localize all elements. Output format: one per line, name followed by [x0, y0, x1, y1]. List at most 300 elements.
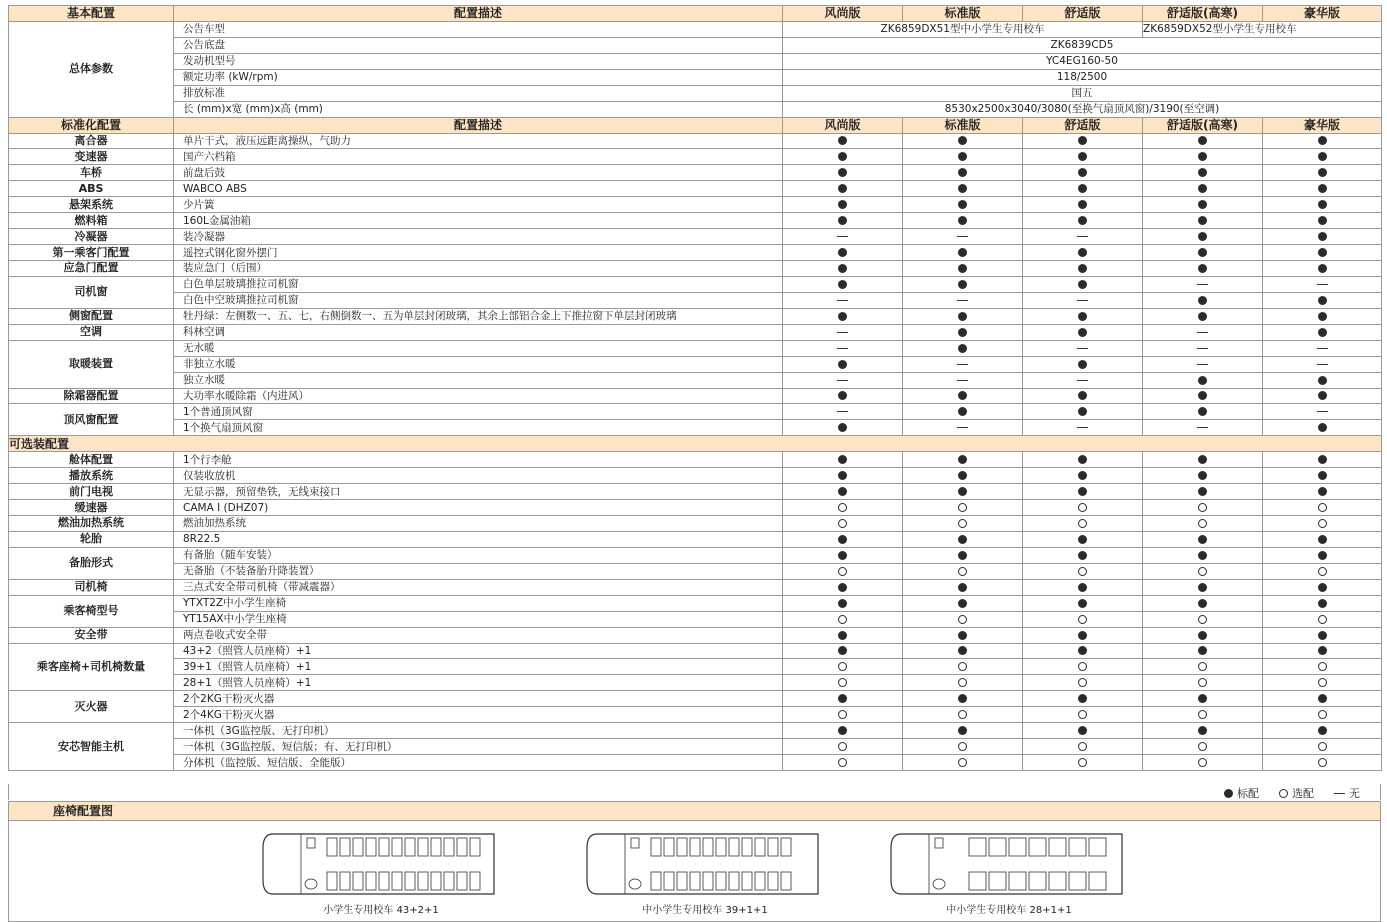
- seat-top: [1069, 838, 1086, 856]
- mark-cell: [1143, 739, 1263, 755]
- value-cell: 8530x2500x3040/3080(至换气扇顶风窗)/3190(至空调): [783, 101, 1382, 117]
- optional-ring-icon: [1198, 519, 1207, 528]
- standard-dot-icon: [958, 344, 967, 353]
- mark-cell: [903, 675, 1023, 691]
- seat-top: [989, 838, 1006, 856]
- standard-dot-icon: [1198, 726, 1207, 735]
- mark-cell: [1263, 149, 1382, 165]
- mark-cell: [1143, 468, 1263, 484]
- optional-ring-icon: [1318, 503, 1327, 512]
- seat-top: [651, 838, 661, 856]
- none-dash-icon: [837, 380, 848, 381]
- mark-cell: [783, 452, 903, 468]
- mark-cell: [903, 292, 1023, 308]
- table-row: [9, 500, 1382, 516]
- mark-cell: [1263, 500, 1382, 516]
- mark-cell: [783, 723, 903, 739]
- standard-dot-icon: [1198, 599, 1207, 608]
- category-cell: ABS: [9, 181, 174, 197]
- header-version: 舒适版(高寒): [1143, 117, 1263, 133]
- desc-cell: 有备胎（随车安装）: [174, 547, 783, 563]
- standard-dot-icon: [838, 471, 847, 480]
- standard-dot-icon: [1078, 200, 1087, 209]
- standard-dot-icon: [1198, 200, 1207, 209]
- mark-cell: [1023, 468, 1143, 484]
- header-category: 标准化配置: [9, 117, 174, 133]
- table-row: [9, 404, 1382, 420]
- standard-dot-icon: [1318, 136, 1327, 145]
- table-row: [9, 595, 1382, 611]
- optional-ring-icon: [1318, 742, 1327, 751]
- standard-dot-icon: [838, 248, 847, 257]
- bus-body: [891, 834, 1122, 894]
- seat-top: [457, 838, 467, 856]
- mark-cell: [1263, 276, 1382, 292]
- standard-dot-icon: [1078, 280, 1087, 289]
- mark-cell: [1143, 340, 1263, 356]
- mark-cell: [1263, 245, 1382, 261]
- mark-cell: [1023, 229, 1143, 245]
- mark-cell: [1143, 404, 1263, 420]
- seat-top: [703, 838, 713, 856]
- standard-dot-icon: [838, 487, 847, 496]
- mark-cell: [903, 500, 1023, 516]
- mark-cell: [1023, 547, 1143, 563]
- mark-cell: [903, 611, 1023, 627]
- standard-dot-icon: [1198, 583, 1207, 592]
- mark-cell: [903, 579, 1023, 595]
- category-cell: 轮胎: [9, 531, 174, 547]
- mark-cell: [783, 245, 903, 261]
- seat-layout-3: [889, 832, 1129, 916]
- seat-layout-caption: 中小学生专用校车 39+1+1: [642, 905, 768, 916]
- mark-cell: [1263, 755, 1382, 771]
- optional-ring-icon: [1078, 615, 1087, 624]
- table-row: [9, 531, 1382, 547]
- mark-cell: [1263, 420, 1382, 436]
- mark-cell: [1023, 213, 1143, 229]
- mark-cell: [783, 643, 903, 659]
- optional-ring-icon: [1198, 678, 1207, 687]
- mark-cell: [903, 388, 1023, 404]
- standard-dot-icon: [838, 264, 847, 273]
- standard-dot-icon: [958, 152, 967, 161]
- standard-dot-icon: [838, 216, 847, 225]
- optional-ring-icon: [838, 758, 847, 767]
- standard-dot-icon: [1198, 646, 1207, 655]
- table-row: [9, 627, 1382, 643]
- table-row: [9, 675, 1382, 691]
- mark-cell: [1023, 484, 1143, 500]
- none-dash-icon: [957, 427, 968, 428]
- mark-cell: [1143, 261, 1263, 277]
- table-row: [9, 452, 1382, 468]
- mark-cell: [903, 149, 1023, 165]
- mark-cell: [1143, 659, 1263, 675]
- category-cell: 备胎形式: [9, 547, 174, 579]
- optional-ring-icon: [1198, 615, 1207, 624]
- category-cell: 缓速器: [9, 500, 174, 516]
- table-row: [9, 691, 1382, 707]
- optional-ring-icon: [838, 662, 847, 671]
- mark-cell: [1143, 755, 1263, 771]
- none-dash-icon: [1317, 284, 1328, 285]
- standard-dot-icon: [958, 583, 967, 592]
- standard-dot-icon: [838, 360, 847, 369]
- category-cell: 应急门配置: [9, 261, 174, 277]
- mark-cell: [783, 484, 903, 500]
- standard-dot-icon: [958, 216, 967, 225]
- seat-bottom: [664, 872, 674, 890]
- standard-dot-icon: [1198, 376, 1207, 385]
- mark-cell: [783, 149, 903, 165]
- seat-layout-1: [261, 832, 501, 916]
- standard-dot-icon: [1318, 391, 1327, 400]
- none-dash-icon: [957, 236, 968, 237]
- table-row: [9, 420, 1382, 436]
- mark-cell: [1023, 245, 1143, 261]
- standard-dot-icon: [958, 328, 967, 337]
- mark-cell: [783, 165, 903, 181]
- seat-bottom: [677, 872, 687, 890]
- standard-dot-icon: [1078, 599, 1087, 608]
- desc-cell: 1个换气扇顶风窗: [174, 420, 783, 436]
- desc-cell: 1个行李舱: [174, 452, 783, 468]
- legend: [8, 784, 1381, 800]
- standard-dot-icon: [1318, 248, 1327, 257]
- optional-ring-icon: [1279, 789, 1288, 798]
- standard-dot-icon: [1078, 487, 1087, 496]
- seat-top: [1089, 838, 1106, 856]
- mark-cell: [903, 627, 1023, 643]
- mark-cell: [783, 739, 903, 755]
- mark-cell: [903, 595, 1023, 611]
- seat-top: [470, 838, 480, 856]
- standard-dot-icon: [838, 184, 847, 193]
- standard-dot-icon: [1318, 471, 1327, 480]
- standard-dot-icon: [1318, 296, 1327, 305]
- none-dash-icon: [1197, 348, 1208, 349]
- header-version: 舒适版: [1023, 117, 1143, 133]
- seat-bottom: [1009, 872, 1026, 890]
- table-row: [9, 468, 1382, 484]
- standard-dot-icon: [958, 280, 967, 289]
- mark-cell: [1143, 484, 1263, 500]
- mark-cell: [1263, 165, 1382, 181]
- desc-cell: 额定功率 (kW/rpm): [174, 69, 783, 85]
- seat-top: [405, 838, 415, 856]
- mark-cell: [783, 611, 903, 627]
- mark-cell: [783, 308, 903, 324]
- mark-cell: [903, 324, 1023, 340]
- mark-cell: [1143, 500, 1263, 516]
- seat-top: [742, 838, 752, 856]
- mark-cell: [903, 643, 1023, 659]
- mark-cell: [903, 563, 1023, 579]
- mark-cell: [1263, 739, 1382, 755]
- driver-seat: [935, 838, 943, 848]
- mark-cell: [1263, 468, 1382, 484]
- seat-bottom: [470, 872, 480, 890]
- mark-cell: [903, 165, 1023, 181]
- standard-dot-icon: [1078, 264, 1087, 273]
- standard-dot-icon: [1198, 407, 1207, 416]
- standard-dot-icon: [838, 726, 847, 735]
- mark-cell: [1263, 723, 1382, 739]
- mark-cell: [1263, 133, 1382, 149]
- mark-cell: [903, 276, 1023, 292]
- table-row: [9, 245, 1382, 261]
- standard-dot-icon: [958, 487, 967, 496]
- seat-bottom: [742, 872, 752, 890]
- table-row: [9, 165, 1382, 181]
- header-version: 风尚版: [783, 117, 903, 133]
- standard-dot-icon: [1198, 455, 1207, 464]
- mark-cell: [1023, 707, 1143, 723]
- standard-dot-icon: [1318, 264, 1327, 273]
- standard-dot-icon: [958, 264, 967, 273]
- mark-cell: [1023, 691, 1143, 707]
- mark-cell: [1263, 197, 1382, 213]
- table-row: [9, 484, 1382, 500]
- mark-cell: [1023, 181, 1143, 197]
- seat-bottom: [989, 872, 1006, 890]
- mark-cell: [903, 133, 1023, 149]
- standard-dot-icon: [1078, 248, 1087, 257]
- mark-cell: [783, 627, 903, 643]
- standard-dot-icon: [838, 423, 847, 432]
- header-version: 舒适版: [1023, 6, 1143, 22]
- desc-cell: 三点式安全带司机椅（带减震器）: [174, 579, 783, 595]
- header-version: 风尚版: [783, 6, 903, 22]
- optional-ring-icon: [958, 615, 967, 624]
- mark-cell: [1023, 292, 1143, 308]
- mark-cell: [783, 707, 903, 723]
- desc-cell: 一体机（3G监控版、短信版；有、无打印机）: [174, 739, 783, 755]
- none-dash-icon: [1197, 284, 1208, 285]
- standard-dot-icon: [838, 312, 847, 321]
- desc-cell: 39+1（照管人员座椅）+1: [174, 659, 783, 675]
- seat-bottom: [405, 872, 415, 890]
- standard-dot-icon: [838, 631, 847, 640]
- table-row: [9, 149, 1382, 165]
- driver-seat: [307, 838, 315, 848]
- optional-ring-icon: [838, 742, 847, 751]
- desc-cell: 单片干式，液压远距离操纵，气助力: [174, 133, 783, 149]
- legend-optional: 选配: [1279, 785, 1314, 801]
- mark-cell: [1023, 276, 1143, 292]
- optional-ring-icon: [838, 567, 847, 576]
- table-row: [9, 547, 1382, 563]
- optional-ring-icon: [1318, 567, 1327, 576]
- mark-cell: [1143, 213, 1263, 229]
- standard-dot-icon: [958, 312, 967, 321]
- table-row: [9, 356, 1382, 372]
- standard-dot-icon: [1078, 455, 1087, 464]
- header-version: 标准版: [903, 117, 1023, 133]
- seat-top: [1009, 838, 1026, 856]
- mark-cell: [1023, 197, 1143, 213]
- mark-cell: [1263, 452, 1382, 468]
- none-dash-icon: [1077, 427, 1088, 428]
- mark-cell: [783, 372, 903, 388]
- mark-cell: [783, 404, 903, 420]
- wheel-icon: [933, 879, 945, 889]
- mark-cell: [903, 531, 1023, 547]
- mark-cell: [1263, 308, 1382, 324]
- mark-cell: [1023, 611, 1143, 627]
- mark-cell: [1143, 197, 1263, 213]
- standard-dot-icon: [1318, 455, 1327, 464]
- desc-cell: 两点卷收式安全带: [174, 627, 783, 643]
- table-row: [9, 21, 1382, 37]
- seat-bottom: [716, 872, 726, 890]
- table-row: [9, 324, 1382, 340]
- standard-dot-icon: [958, 726, 967, 735]
- table-header-row: [9, 6, 1382, 22]
- category-cell: 乘客座椅+司机椅数量: [9, 643, 174, 691]
- mark-cell: [783, 276, 903, 292]
- none-dash-icon: [1334, 793, 1345, 794]
- mark-cell: [1143, 547, 1263, 563]
- mark-cell: [1023, 563, 1143, 579]
- standard-dot-icon: [1318, 200, 1327, 209]
- optional-ring-icon: [1198, 758, 1207, 767]
- table-row: [9, 755, 1382, 771]
- mark-cell: [783, 324, 903, 340]
- seat-top: [327, 838, 337, 856]
- standard-dot-icon: [1318, 726, 1327, 735]
- standard-dot-icon: [1078, 694, 1087, 703]
- mark-cell: [903, 547, 1023, 563]
- desc-cell: 科林空调: [174, 324, 783, 340]
- seat-section-title: 座椅配置图: [8, 801, 1381, 821]
- optional-ring-icon: [1078, 662, 1087, 671]
- seat-bottom: [703, 872, 713, 890]
- standard-dot-icon: [1078, 407, 1087, 416]
- seat-bottom: [755, 872, 765, 890]
- mark-cell: [783, 675, 903, 691]
- seat-bottom: [768, 872, 778, 890]
- desc-cell: 白色单层玻璃推拉司机窗: [174, 276, 783, 292]
- wheel-icon: [629, 879, 641, 889]
- seat-top: [781, 838, 791, 856]
- mark-cell: [783, 468, 903, 484]
- mark-cell: [1263, 213, 1382, 229]
- value-cell: ZK6839CD5: [783, 37, 1382, 53]
- standard-dot-icon: [958, 136, 967, 145]
- mark-cell: [1263, 484, 1382, 500]
- standard-dot-icon: [838, 455, 847, 464]
- wheel-icon: [305, 879, 317, 889]
- seat-top: [392, 838, 402, 856]
- desc-cell: WABCO ABS: [174, 181, 783, 197]
- table-row: [9, 229, 1382, 245]
- mark-cell: [783, 229, 903, 245]
- desc-cell: 独立水暖: [174, 372, 783, 388]
- optional-ring-icon: [1318, 678, 1327, 687]
- optional-ring-icon: [958, 662, 967, 671]
- standard-dot-icon: [958, 455, 967, 464]
- standard-dot-icon: [838, 551, 847, 560]
- seat-bottom: [969, 872, 986, 890]
- mark-cell: [1023, 627, 1143, 643]
- optional-ring-icon: [1198, 503, 1207, 512]
- mark-cell: [783, 420, 903, 436]
- table-row: [9, 563, 1382, 579]
- standard-dot-icon: [958, 599, 967, 608]
- desc-cell: 白色中空玻璃推拉司机窗: [174, 292, 783, 308]
- mark-cell: [1143, 356, 1263, 372]
- seat-diagram-area: [8, 820, 1381, 922]
- table-row: [9, 372, 1382, 388]
- optional-ring-icon: [1318, 710, 1327, 719]
- category-cell: 司机窗: [9, 276, 174, 308]
- header-desc: 配置描述: [174, 117, 783, 133]
- mark-cell: [903, 707, 1023, 723]
- header-version: 舒适版(高寒): [1143, 6, 1263, 22]
- table-row: [9, 516, 1382, 532]
- category-cell: 总体参数: [9, 21, 174, 117]
- optional-ring-icon: [838, 503, 847, 512]
- category-cell: 灭火器: [9, 691, 174, 723]
- optional-ring-icon: [1078, 710, 1087, 719]
- mark-cell: [1143, 388, 1263, 404]
- desc-cell: 装应急门（后围）: [174, 261, 783, 277]
- mark-cell: [1263, 340, 1382, 356]
- standard-dot-icon: [1318, 232, 1327, 241]
- mark-cell: [783, 579, 903, 595]
- mark-cell: [1263, 372, 1382, 388]
- standard-dot-icon: [838, 391, 847, 400]
- legend-none: 无: [1334, 785, 1360, 801]
- bus-body: [263, 834, 494, 894]
- mark-cell: [1143, 452, 1263, 468]
- standard-dot-icon: [1078, 360, 1087, 369]
- mark-cell: [783, 595, 903, 611]
- desc-cell: 排放标准: [174, 85, 783, 101]
- seat-top: [729, 838, 739, 856]
- optional-ring-icon: [838, 615, 847, 624]
- table-row: [9, 213, 1382, 229]
- mark-cell: [1143, 643, 1263, 659]
- desc-cell: 2个4KG干粉灭火器: [174, 707, 783, 723]
- standard-dot-icon: [1198, 551, 1207, 560]
- optional-ring-icon: [1078, 519, 1087, 528]
- seat-bottom: [1029, 872, 1046, 890]
- mark-cell: [1263, 261, 1382, 277]
- seat-top: [664, 838, 674, 856]
- optional-ring-icon: [1318, 519, 1327, 528]
- mark-cell: [903, 340, 1023, 356]
- mark-cell: [903, 308, 1023, 324]
- mark-cell: [1023, 404, 1143, 420]
- mark-cell: [1023, 165, 1143, 181]
- section-title: 可选装配置: [9, 436, 1382, 452]
- standard-dot-icon: [1318, 646, 1327, 655]
- mark-cell: [1143, 181, 1263, 197]
- standard-dot-icon: [1078, 168, 1087, 177]
- mark-cell: [1263, 611, 1382, 627]
- none-dash-icon: [1317, 364, 1328, 365]
- none-dash-icon: [1317, 348, 1328, 349]
- seat-top: [716, 838, 726, 856]
- value-cell: ZK6859DX51型中小学生专用校车: [783, 21, 1143, 37]
- table-row: [9, 739, 1382, 755]
- mark-cell: [1263, 229, 1382, 245]
- mark-cell: [1023, 755, 1143, 771]
- none-dash-icon: [837, 236, 848, 237]
